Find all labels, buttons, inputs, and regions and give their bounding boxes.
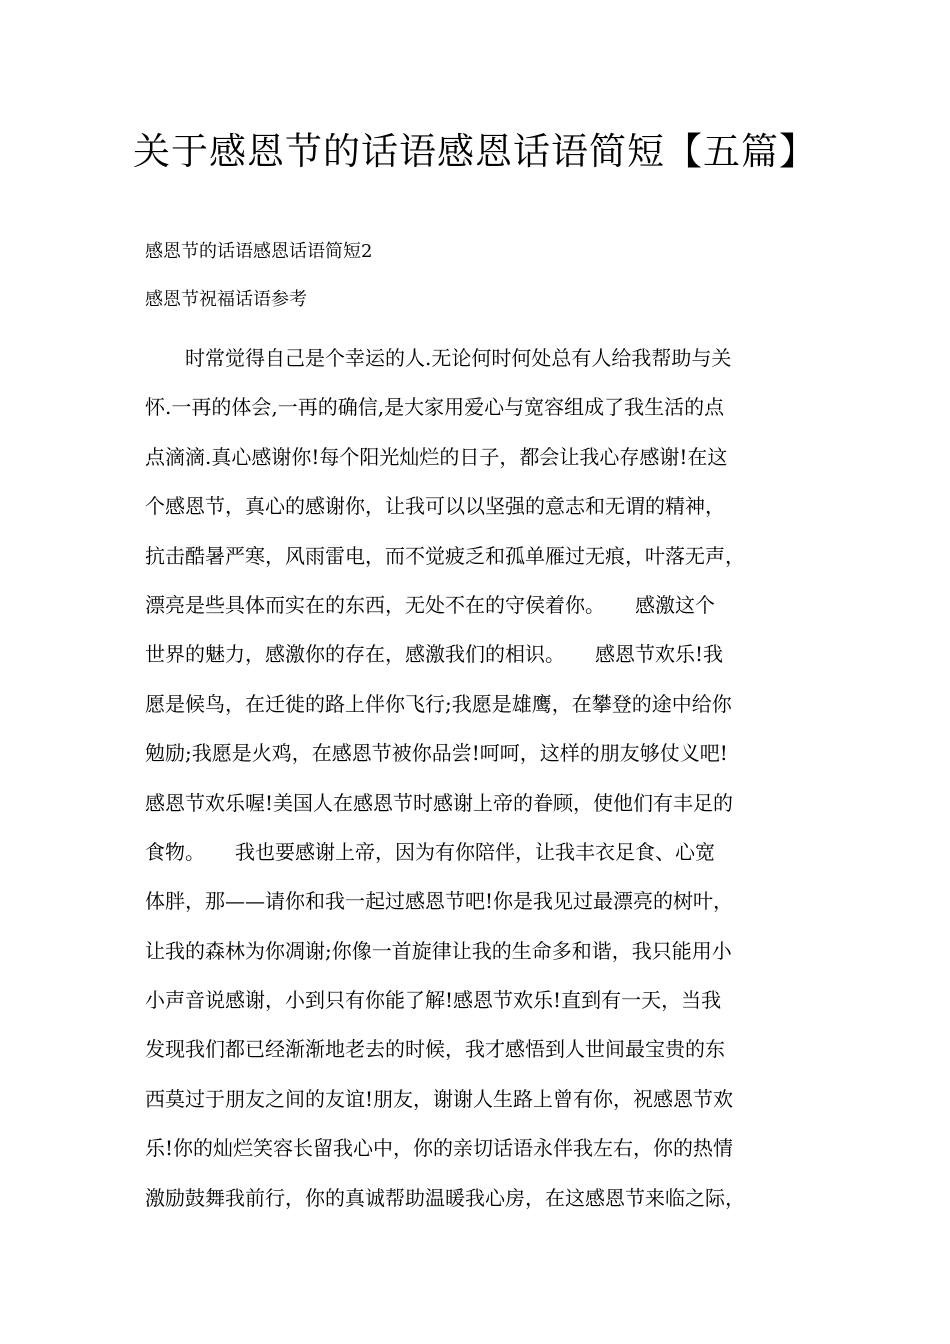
body-line: 愿是候鸟，在迁徙的路上伴你飞行;我愿是雄鹰，在攀登的途中给你 [145, 691, 732, 716]
document-subtitle: 感恩节的话语感恩话语简短2 [145, 241, 373, 262]
body-paragraph [145, 334, 825, 1223]
body-line: 抗击酷暑严寒，风雨雷电，而不觉疲乏和孤单雁过无痕，叶落无声， [145, 543, 745, 568]
body-line: 点滴滴.真心感谢你!每个阳光灿烂的日子，都会让我心存感谢!在这 [145, 444, 728, 469]
body-line: 世界的魅力，感激你的存在，感激我们的相识。 感恩节欢乐!我 [145, 642, 724, 667]
body-line: 感恩节欢乐喔!美国人在感恩节时感谢上帝的眷顾，使他们有丰足的 [145, 790, 734, 815]
body-line: 食物。 我也要感谢上帝，因为有你陪伴，让我丰衣足食、心宽 [145, 839, 715, 864]
body-line: 体胖，那——请你和我一起过感恩节吧!你是我见过最漂亮的树叶， [145, 889, 734, 914]
body-line: 乐!你的灿烂笑容长留我心中，你的亲切话语永伴我左右，你的热情 [145, 1136, 734, 1161]
body-line: 怀.一再的体会,一再的确信,是大家用爱心与宽容组成了我生活的点 [145, 395, 725, 420]
body-line: 发现我们都已经渐渐地老去的时候，我才感悟到人世间最宝贵的东 [145, 1037, 725, 1062]
body-line: 小声音说感谢，小到只有你能了解!感恩节欢乐!直到有一天，当我 [145, 988, 722, 1013]
body-line: 漂亮是些具体而实在的东西，无处不在的守侯着你。 感激这个 [145, 592, 715, 617]
body-line: 西莫过于朋友之间的友谊!朋友，谢谢人生路上曾有你，祝感恩节欢 [145, 1086, 734, 1111]
body-line: 激励鼓舞我前行，你的真诚帮助温暖我心房，在这感恩节来临之际， [145, 1185, 745, 1210]
section-heading: 感恩节祝福话语参考 [145, 289, 307, 310]
body-line: 个感恩节，真心的感谢你，让我可以以坚强的意志和无谓的精神， [145, 494, 725, 519]
document-title: 关于感恩节的话语感恩话语简短【五篇】 [133, 130, 817, 173]
body-line: 勉励;我愿是火鸡，在感恩节被你品尝!呵呵，这样的朋友够仗义吧! [145, 741, 728, 766]
body-line: 让我的森林为你凋谢;你像一首旋律让我的生命多和谐，我只能用小 [145, 938, 732, 963]
body-line: 时常觉得自己是个幸运的人.无论何时何处总有人给我帮助与关 [145, 346, 732, 370]
